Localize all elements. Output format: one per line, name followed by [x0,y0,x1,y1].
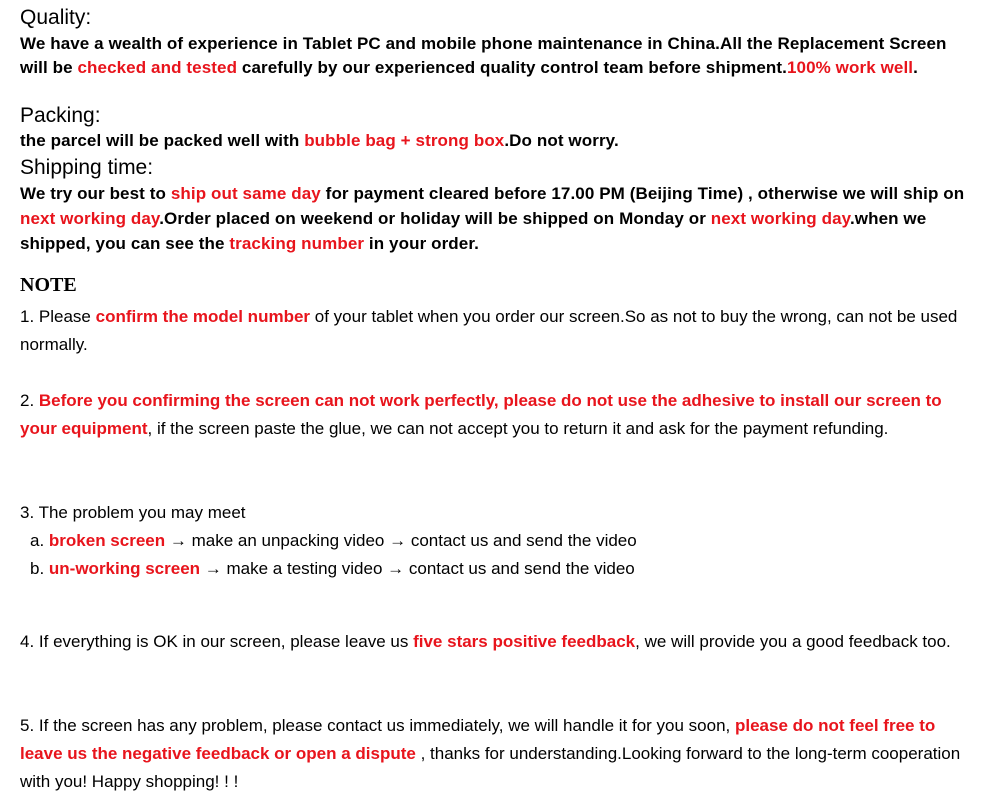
shipping-text-5: in your order. [364,234,479,253]
note-4-text-2: , we will provide you a good feedback too. [635,632,951,651]
note-3-b-prefix: b. [30,559,49,578]
note-3-sub-a [30,527,637,555]
quality-heading: Quality: [20,6,92,29]
note-3-a-prefix: a. [30,531,49,550]
quality-highlight-2: 100% work well [786,57,914,77]
note-4-text-1: 4. If everything is OK in our screen, please leave us [20,632,414,651]
note-item-3 [20,499,970,527]
note-1-text-2: of your tablet when you order our screen.So as not to buy the wrong, can not be used normally. [20,307,958,354]
note-2-text-2: , if the screen paste the glue, we can not accept you to return it and ask for the payment refunding. [147,419,889,438]
packing-text-1: the parcel will be packed well with [20,131,305,150]
note-5-text-2: , thanks for understanding.Looking forward to the long-term cooperation with you! Happy shopping! ! ! [20,744,961,791]
note-3-b-highlight: un-working screen [48,559,201,578]
quality-highlight-1: checked and tested [77,57,238,77]
quality-text-2: carefully by our experienced quality control team before shipment. [237,57,787,77]
note-item-5 [20,712,970,796]
note-3-b-rest: → make a testing video → contact us and send the video [200,559,635,578]
shipping-text-4: .when we shipped, you can see the [20,209,927,253]
note-item-1 [20,303,970,359]
note-2-text-1: 2. [20,391,39,410]
packing-heading: Packing: [20,104,101,127]
note-3-sub-b [30,555,635,583]
packing-highlight-1: bubble bag + strong box [304,131,505,150]
quality-text-3: . [913,57,918,77]
note-1-highlight: confirm the model number [95,307,311,326]
shipping-heading: Shipping time: [20,156,154,179]
note-item-4 [20,628,970,656]
packing-paragraph [20,129,970,153]
note-3-a-highlight: broken screen [48,531,166,550]
shipping-highlight-2: next working day [20,209,160,228]
shipping-highlight-3: next working day [710,209,850,228]
note-5-highlight: please do not feel free to leave us the negative feedback or open a dispute [20,716,936,763]
quality-text-1: We have a wealth of experience in Tablet PC and mobile phone maintenance in China.All the Replacement Screen will be [20,34,947,77]
shipping-paragraph [20,181,970,256]
shipping-text-1: We try our best to [20,184,171,203]
note-4-highlight: five stars positive feedback [413,632,636,651]
shipping-highlight-4: tracking number [229,234,365,253]
note-item-2 [20,387,970,443]
quality-paragraph [20,32,970,79]
note-3-text: 3. The problem you may meet [20,503,246,522]
note-3-a-rest: → make an unpacking video → contact us and send the video [165,531,637,550]
note-1-text-1: 1. Please [20,307,96,326]
note-5-text-1: 5. If the screen has any problem, please contact us immediately, we will handle it for you soon, [20,716,735,735]
shipping-text-2: for payment cleared before 17.00 PM (Beijing Time) , otherwise we will ship on [320,184,965,203]
note-2-highlight: Before you confirming the screen can not work perfectly, please do not use the adhesive to install our screen to your equipment [20,391,942,438]
shipping-highlight-1: ship out same day [170,184,321,203]
packing-text-2: .Do not worry. [504,131,619,150]
shipping-text-3: .Order placed on weekend or holiday will be shipped on Monday or [159,209,711,228]
note-heading: NOTE [20,274,77,296]
